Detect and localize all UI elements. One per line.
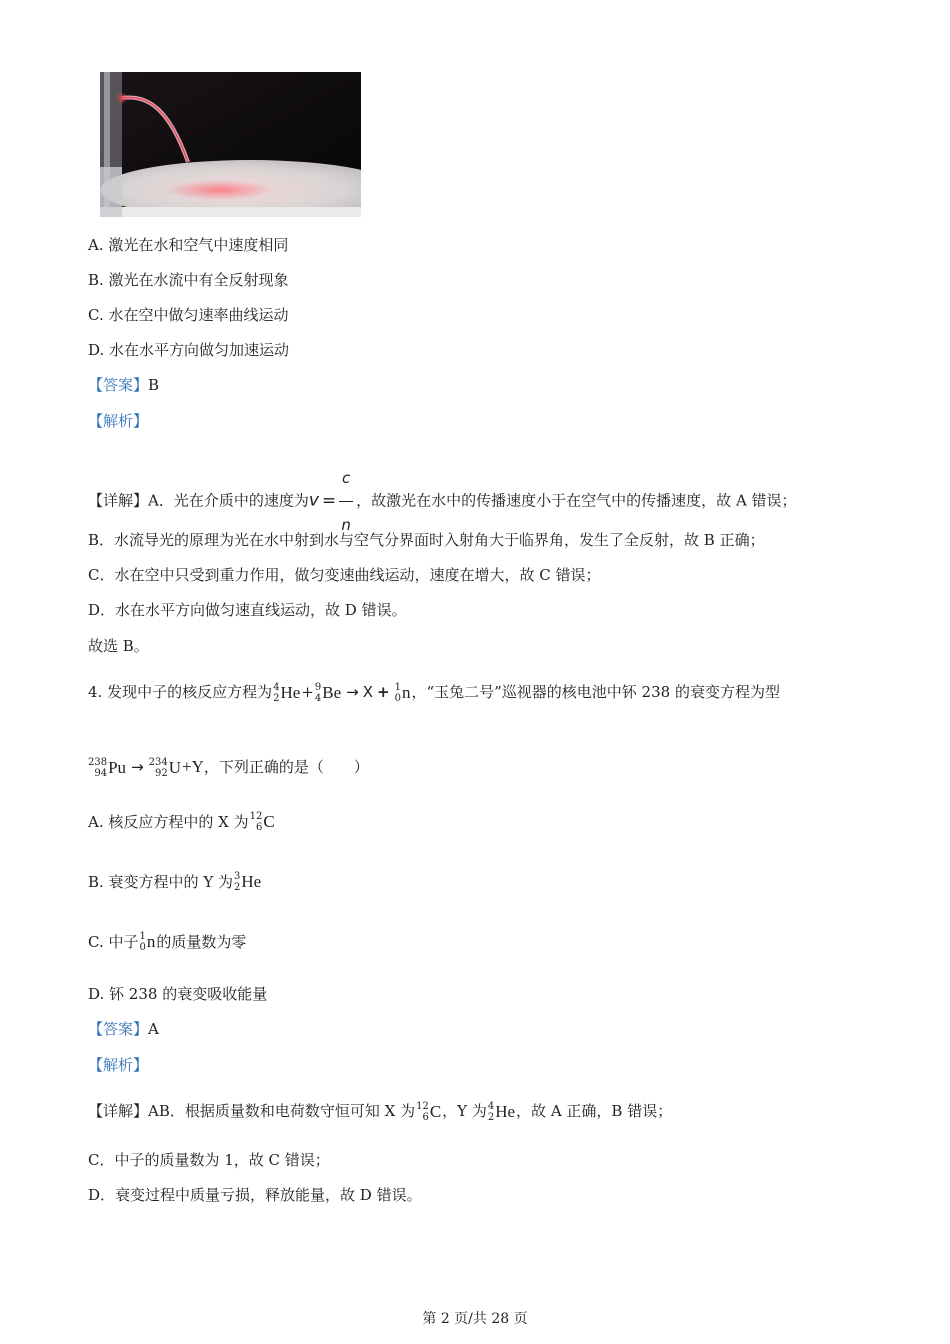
nuclide-he4-detail: 4 2 He	[487, 1101, 516, 1123]
nuclide-pu238: 238 94 Pu	[88, 757, 127, 779]
analysis-tag: 【解析】	[88, 412, 149, 430]
q4-analysis-line	[88, 1054, 148, 1076]
nuclide-he4: 4 2 He	[273, 682, 301, 704]
q4-detail-d: D．衰变过程中质量亏损，释放能量，故 D 错误。	[88, 1186, 422, 1204]
q3-detail-b: B．水流导光的原理为光在水中射到水与空气分界面时入射角大于临界角，发生了全反射，故 B 正确；	[88, 531, 765, 549]
q4-stem-line1: 4. 发现中子的核反应方程为 4 2 He + 9 4 Be → X + 1 0 n ，“玉兔二号”巡视器的核电池中钚 238 的衰变方程为型	[88, 676, 780, 709]
nuclide-he3: 3 2 He	[234, 871, 262, 893]
q4-answer: A	[148, 1020, 159, 1038]
reaction-arrow: →	[346, 683, 359, 701]
nuclide-u234: 234 92 U	[148, 757, 182, 779]
q3-detail-d: D．水在水平方向做匀速直线运动，故 D 错误。	[88, 601, 407, 619]
laser-water-illustration	[100, 72, 361, 217]
q4-answer-line	[88, 1018, 159, 1040]
formula-numerator: c	[342, 469, 351, 487]
answer-tag: 【答案】	[88, 376, 149, 394]
detail-tag: 【详解】	[88, 491, 149, 510]
answer-tag: 【答案】	[88, 1020, 149, 1038]
q3-option-d: D. 水在水平方向做匀加速运动	[88, 341, 290, 359]
q3-detail-a: 【详解】A．光在介质中的速度为v = $\frac{c}{n}$ ，故激光在水中的传播速度小于在空气中的传播速度，故 A 错误；	[88, 456, 797, 547]
formula-eq: =	[321, 490, 337, 511]
q4-stem-line2: 238 94 Pu → 234 92 U +Y，下列正确的是（ ）	[88, 752, 369, 783]
laser-water-photo	[100, 72, 361, 217]
q3-answer: B	[148, 376, 160, 394]
formula-v: v	[308, 490, 319, 511]
analysis-tag: 【解析】	[88, 1056, 149, 1074]
q3-analysis-line	[88, 410, 148, 432]
q3-detail-c: C．水在空中只受到重力作用，做匀变速曲线运动，速度在增大，故 C 错误；	[88, 566, 601, 584]
nuclide-be9: 9 4 Be	[314, 682, 342, 704]
nuclide-c12-detail: 12 6 C	[416, 1101, 442, 1123]
nuclide-c12: 12 6 C	[249, 811, 275, 833]
q3-option-b: B. 激光在水流中有全反射现象	[88, 271, 289, 289]
q3-option-a: A. 激光在水和空气中速度相同	[88, 236, 289, 254]
q4-option-b: B. 衰变方程中的 Y 为 3 2 He	[88, 866, 262, 898]
q4-detail-c: C．中子的质量数为 1，故 C 错误；	[88, 1151, 330, 1169]
q4-detail-ab: 【详解】AB．根据质量数和电荷数守恒可知 X 为 12 6 C ，Y 为 4 2 He ，故 A 正确，B 错误；	[88, 1096, 672, 1127]
formula-denominator: n	[341, 516, 351, 534]
q4-option-c: C. 中子 1 0 n 的质量数为零	[88, 926, 246, 958]
q4-option-d: D. 钚 238 的衰变吸收能量	[88, 985, 268, 1003]
q4-option-a: A. 核反应方程中的 X 为 12 6 C	[88, 806, 276, 838]
nuclide-n1: 1 0 n	[394, 682, 411, 704]
page-footer: 第 2 页/共 28 页	[422, 1311, 528, 1327]
detail-tag: 【详解】	[88, 1102, 149, 1120]
q3-answer-line	[88, 374, 159, 396]
q3-option-c: C. 水在空中做匀速率曲线运动	[88, 306, 289, 324]
nuclide-neutron: 1 0 n	[139, 931, 156, 953]
q3-conclusion: 故选 B。	[88, 637, 149, 655]
